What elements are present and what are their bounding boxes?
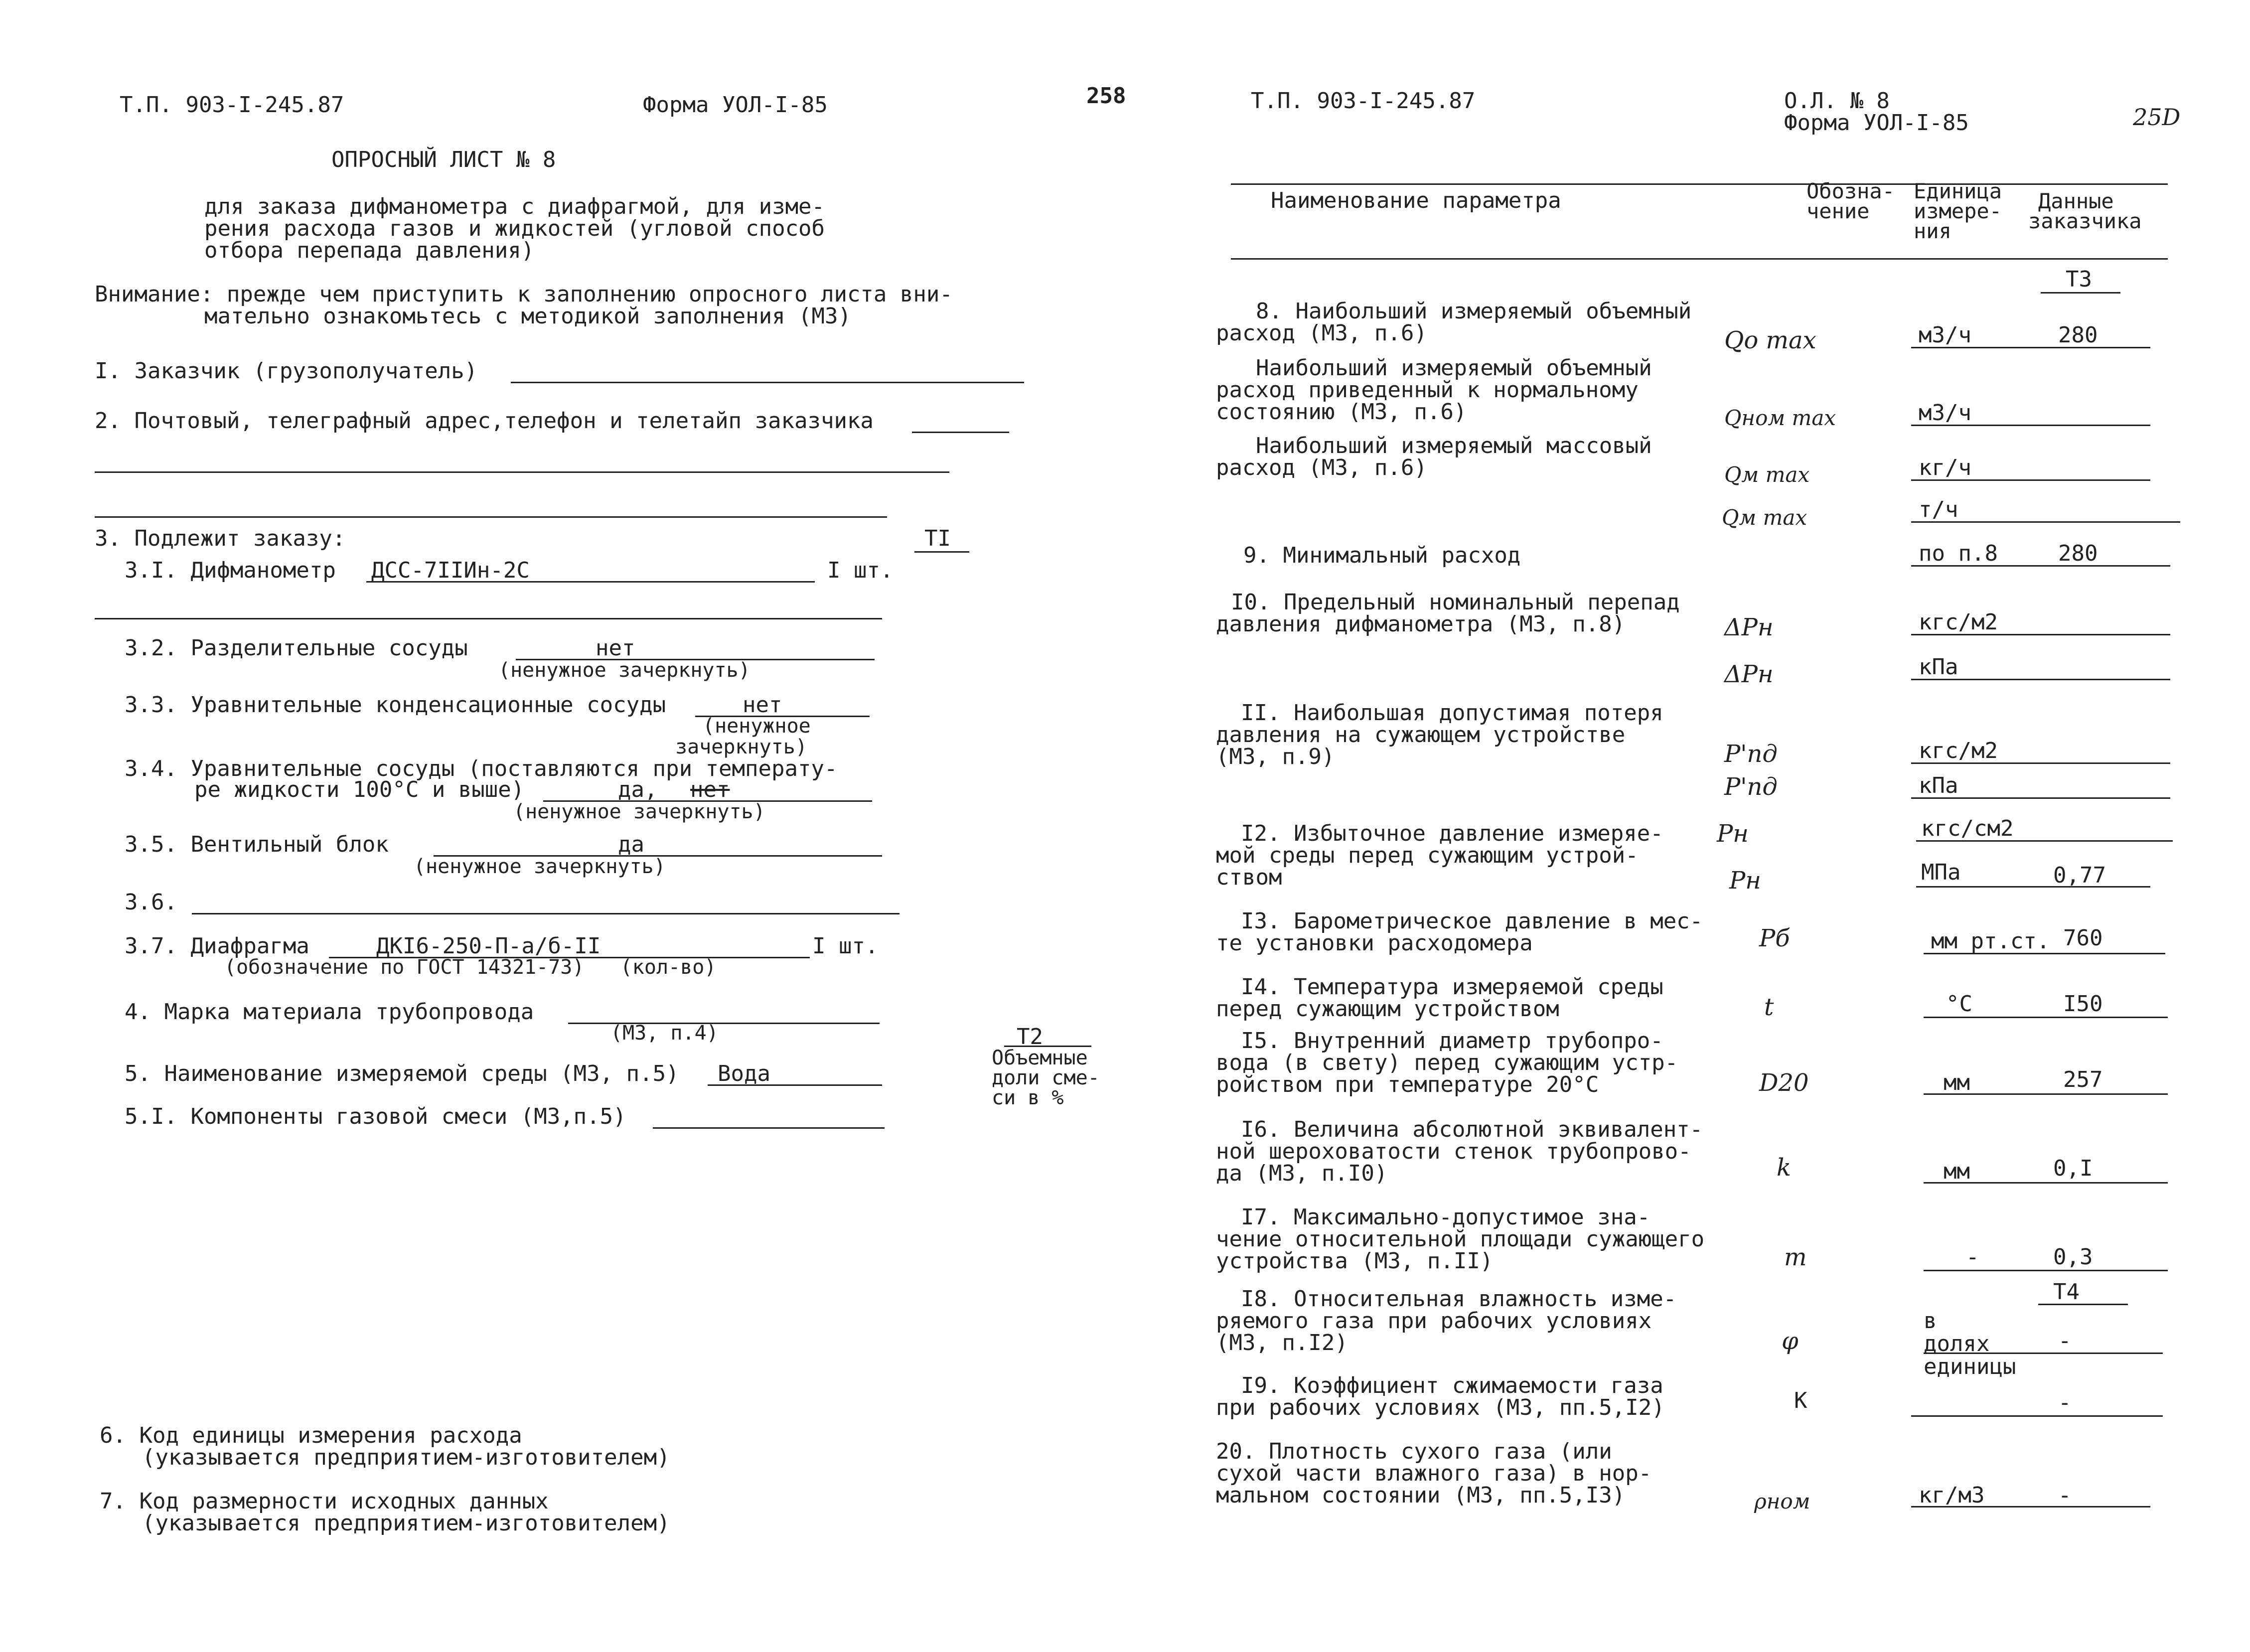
- t3-marker: T3: [2066, 267, 2092, 292]
- item-3-3-label: 3.3. Уравнительные конденсационные сосуды: [125, 692, 666, 718]
- t1-marker: TI: [924, 526, 951, 551]
- row-8d-symbol: Qм max: [1722, 505, 1807, 530]
- row-8d-line: [1911, 521, 2180, 523]
- t2-note-line-1: Объемные: [992, 1047, 1088, 1069]
- row-16-text-1: I6. Величина абсолютной эквивалент-: [1241, 1117, 1703, 1142]
- row-12-text-3: ством: [1216, 865, 1282, 890]
- item-3-3-note-2: зачеркнуть): [675, 736, 807, 758]
- row-18-symbol: φ: [1782, 1327, 1799, 1355]
- item-3-2-value: нет: [596, 635, 635, 661]
- row-11-text-3: (М3, п.9): [1216, 744, 1335, 769]
- row-20-unit: кг/м3: [1919, 1483, 1985, 1508]
- row-11-text-2: давления на сужающем устройстве: [1216, 722, 1626, 748]
- row-8b-symbol: Qном max: [1724, 406, 1836, 430]
- row-13-symbol: Pб: [1759, 924, 1790, 952]
- row-13-text-1: I3. Барометрическое давление в мес-: [1241, 908, 1703, 934]
- row-8d-unit: т/ч: [1919, 497, 1958, 522]
- row-9-line: [1911, 565, 2170, 567]
- t2-note-line-2: доли сме-: [992, 1066, 1100, 1089]
- row-8b-text-3: состоянию (М3, п.6): [1216, 399, 1467, 425]
- table-header-rule: [1231, 258, 2168, 260]
- row-15-line: [1924, 1093, 2168, 1095]
- row-11-line: [1911, 762, 2170, 764]
- row-12b-unit: МПа: [1921, 860, 1961, 885]
- row-12b-line: [1916, 886, 2150, 888]
- row-19-value: -: [2058, 1390, 2072, 1415]
- row-8-text-1: 8. Наибольший измеряемый объемный: [1256, 299, 1692, 324]
- item-4-label: 4. Марка материала трубопровода: [125, 999, 534, 1025]
- item-3-4-label-line-1: 3.4. Уравнительные сосуды (поставляются при температу-: [125, 756, 838, 781]
- row-16-text-3: да (М3, п.I0): [1216, 1161, 1388, 1186]
- row-11b-symbol: P'пд: [1724, 773, 1778, 801]
- row-18-line: [1924, 1352, 2163, 1354]
- item-1-label: I. Заказчик (грузополучатель): [95, 358, 478, 384]
- right-header-doc: Т.П. 903-I-245.87: [1251, 88, 1476, 114]
- right-page-number: 25D: [2133, 104, 2181, 131]
- item-6-label: 6. Код единицы измерения расхода: [100, 1423, 522, 1448]
- item-5-field: [708, 1084, 882, 1086]
- row-15-text-2: вода (в свету) перед сужающим устр-: [1216, 1050, 1678, 1075]
- row-16-unit: мм: [1944, 1159, 1970, 1184]
- row-14-value: I50: [2063, 991, 2103, 1017]
- row-16-symbol: k: [1777, 1154, 1792, 1182]
- row-14-line: [1924, 1017, 2168, 1018]
- row-19-symbol: K: [1794, 1388, 1807, 1413]
- row-8c-text-2: расход (М3, п.6): [1216, 455, 1427, 480]
- t2-note-line-3: си в %: [992, 1086, 1064, 1109]
- item-3-5-note: (ненужное зачеркнуть): [414, 855, 666, 878]
- item-6-note: (указывается предприятием-изготовителем): [142, 1445, 670, 1470]
- column-header-unit-3: ния: [1914, 219, 1951, 243]
- item-3-4-value: да,: [618, 777, 658, 802]
- item-5-1-label: 5.I. Компоненты газовой смеси (М3,п.5): [125, 1104, 626, 1129]
- item-2-field-line-2: [95, 471, 949, 473]
- row-18-text-1: I8. Относительная влажность изме-: [1241, 1286, 1677, 1312]
- column-header-param: Наименование параметра: [1271, 188, 1561, 213]
- row-8-unit: м3/ч: [1919, 322, 1971, 348]
- item-3-7-label: 3.7. Диафрагма: [125, 933, 309, 959]
- t3-underline: [2041, 292, 2120, 294]
- row-17-text-2: чение относительной площади сужающего: [1216, 1226, 1705, 1252]
- row-19-line: [1911, 1415, 2163, 1417]
- column-header-sym-2: чение: [1806, 199, 1870, 223]
- row-8b-text-1: Наибольший измеряемый объемный: [1256, 355, 1652, 381]
- row-20-text-2: сухой части влажного газа) в нор-: [1216, 1461, 1652, 1486]
- row-19-text-2: при рабочих условиях (М3, пп.5,I2): [1216, 1395, 1665, 1420]
- row-17-line: [1924, 1270, 2168, 1271]
- item-3-label: 3. Подлежит заказу:: [95, 526, 346, 551]
- row-10b-unit: кПа: [1919, 654, 1958, 680]
- row-17-text-3: устройства (М3, п.II): [1216, 1248, 1494, 1274]
- row-20-line: [1911, 1506, 2150, 1507]
- row-11b-line: [1911, 797, 2170, 799]
- item-3-4-struck-value: нет: [690, 777, 730, 802]
- item-3-6-field: [192, 913, 900, 914]
- row-20-text-3: мальном состоянии (М3, пп.5,I3): [1216, 1483, 1626, 1508]
- row-9-value: 280: [2058, 541, 2098, 566]
- attention-line-2: мательно ознакомьтесь с методикой заполнения (М3): [204, 303, 852, 329]
- item-3-3-value: нет: [743, 692, 782, 718]
- row-13-text-2: те установки расходомера: [1216, 930, 1533, 956]
- item-3-4-note: (ненужное зачеркнуть): [513, 800, 765, 823]
- row-13-value: 760: [2063, 925, 2103, 951]
- row-8c-symbol: Qм max: [1724, 462, 1810, 487]
- item-3-1-value: ДСС-7IIИн-2С: [371, 558, 530, 583]
- row-12-unit: кгс/см2: [1921, 816, 2014, 841]
- row-20-text-1: 20. Плотность сухого газа (или: [1216, 1439, 1612, 1464]
- left-header-form: Форма УОЛ-I-85: [643, 92, 828, 118]
- column-header-data-1: Данные: [2038, 189, 2114, 213]
- left-header-doc: Т.П. 903-I-245.87: [120, 92, 344, 118]
- t2-marker: T2: [1017, 1024, 1043, 1050]
- row-13-line: [1924, 953, 2165, 954]
- item-4-note: (М3, п.4): [610, 1022, 719, 1045]
- item-5-1-field: [653, 1127, 885, 1129]
- item-3-6-label: 3.6.: [125, 890, 177, 915]
- item-7-note: (указывается предприятием-изготовителем): [142, 1510, 670, 1536]
- row-15-symbol: D20: [1759, 1069, 1809, 1097]
- item-3-1-label: 3.I. Дифманометр: [125, 558, 336, 583]
- column-header-sym-1: Обозна-: [1806, 179, 1895, 203]
- row-20-symbol: ρном: [1754, 1489, 1810, 1513]
- column-header-unit-2: измере-: [1914, 199, 2002, 223]
- attention-line-1: Внимание: прежде чем приступить к заполнению опросного листа вни-: [95, 282, 953, 307]
- row-15-text-1: I5. Внутренний диаметр трубопро-: [1241, 1028, 1663, 1053]
- item-3-3-note-1: (ненужное: [703, 715, 811, 738]
- row-8-line: [1911, 347, 2150, 348]
- t1-underline: [914, 551, 969, 553]
- row-11b-unit: кПа: [1919, 773, 1958, 798]
- item-3-5-value: да: [618, 832, 644, 857]
- row-15-text-3: ройством при температуре 20°С: [1216, 1072, 1599, 1097]
- subtitle-line-3: отбора перепада давления): [204, 238, 535, 263]
- item-3-1-line-2: [95, 618, 882, 619]
- row-9-text-1: 9. Минимальный расход: [1243, 543, 1521, 568]
- row-16-line: [1924, 1182, 2168, 1184]
- row-9-unit: по п.8: [1919, 541, 1998, 566]
- row-8b-line: [1911, 425, 2150, 426]
- item-3-7-qty: I шт.: [812, 933, 879, 959]
- row-18-value: -: [2058, 1328, 2072, 1353]
- row-8-symbol: Qо max: [1724, 326, 1816, 354]
- item-3-7-value: ДКI6-250-П-а/б-II: [376, 933, 601, 959]
- column-header-unit-1: Единица: [1914, 179, 2002, 203]
- row-12b-symbol: Pн: [1729, 867, 1761, 895]
- item-2-field-line-3: [95, 516, 887, 518]
- row-8b-text-2: расход приведенный к нормальному: [1216, 377, 1639, 403]
- row-8b-unit: м3/ч: [1919, 400, 1971, 426]
- row-18-text-2: ряемого газа при рабочих условиях: [1216, 1308, 1652, 1334]
- row-8-value: 280: [2058, 322, 2098, 348]
- row-12-text-1: I2. Избыточное давление измеряе-: [1241, 821, 1663, 846]
- row-12b-value: 0,77: [2053, 863, 2106, 888]
- row-10-unit: кгс/м2: [1919, 609, 1998, 635]
- item-2-label: 2. Почтовый, телеграфный адрес,телефон и телетайп заказчика: [95, 408, 874, 434]
- row-17-value: 0,3: [2053, 1244, 2093, 1270]
- row-8-text-2: расход (М3, п.6): [1216, 320, 1427, 346]
- row-12-symbol: Pн: [1717, 820, 1749, 848]
- item-7-label: 7. Код размерности исходных данных: [100, 1489, 549, 1514]
- item-3-7-note: (обозначение по ГОСТ 14321-73) (кол-во): [224, 956, 717, 979]
- row-10-symbol: ΔPн: [1724, 613, 1774, 641]
- row-12-text-2: мой среды перед сужающим устрой-: [1216, 843, 1639, 868]
- page-title: ОПРОСНЫЙ ЛИСТ № 8: [331, 147, 556, 172]
- item-3-2-label: 3.2. Разделительные сосуды: [125, 635, 468, 661]
- row-14-symbol: t: [1764, 993, 1774, 1021]
- subtitle-line-2: рения расхода газов и жидкостей (угловой способ: [204, 216, 825, 241]
- row-14-text-1: I4. Температура измеряемой среды: [1241, 974, 1663, 1000]
- item-3-5-label: 3.5. Вентильный блок: [125, 832, 389, 857]
- row-17-symbol: m: [1784, 1243, 1807, 1271]
- row-10-text-2: давления дифманометра (М3, п.8): [1216, 611, 1626, 637]
- row-8c-unit: кг/ч: [1919, 455, 1971, 480]
- right-header-ol: О.Л. № 8: [1784, 88, 1890, 114]
- left-page-number: 258: [1086, 83, 1126, 109]
- row-12-line: [1916, 840, 2173, 842]
- item-3-2-note: (ненужное зачеркнуть): [498, 659, 750, 682]
- right-header-form: Форма УОЛ-I-85: [1784, 110, 1969, 136]
- row-8c-text-1: Наибольший измеряемый массовый: [1256, 433, 1652, 458]
- row-8c-line: [1911, 479, 2150, 481]
- item-5-value: Вода: [718, 1061, 770, 1086]
- row-11-text-1: II. Наибольшая допустимая потеря: [1241, 700, 1663, 726]
- item-2-field: [912, 432, 1009, 433]
- row-14-text-2: перед сужающим устройством: [1216, 996, 1559, 1022]
- row-20-value: -: [2058, 1483, 2072, 1508]
- row-18-text-3: (М3, п.I2): [1216, 1330, 1348, 1355]
- row-17-text-1: I7. Максимально-допустимое зна-: [1241, 1204, 1650, 1230]
- row-15-unit: мм: [1944, 1070, 1970, 1095]
- row-18-unit: в долях единицы: [1924, 1308, 2016, 1379]
- item-3-1-field: [366, 581, 815, 583]
- row-15-value: 257: [2063, 1067, 2103, 1092]
- row-17-unit: -: [1966, 1244, 1979, 1270]
- column-header-data-2: заказчика: [2028, 209, 2142, 233]
- item-3-4-label-line-2: ре жидкости 100°С и выше): [194, 777, 525, 802]
- subtitle-line-1: для заказа дифманометра с диафрагмой, для изме-: [204, 194, 825, 219]
- row-16-value: 0,I: [2053, 1156, 2093, 1181]
- row-19-text-1: I9. Коэффициент сжимаемости газа: [1241, 1373, 1663, 1398]
- row-11-unit: кгс/м2: [1919, 738, 1998, 763]
- table-top-rule: [1231, 183, 2168, 185]
- t4-marker: T4: [2053, 1279, 2080, 1305]
- row-10-line: [1911, 634, 2170, 635]
- row-10b-line: [1911, 679, 2170, 680]
- row-10-text-1: I0. Предельный номинальный перепад: [1231, 590, 1680, 615]
- item-1-field: [511, 382, 1024, 383]
- row-14-unit: °С: [1946, 991, 1972, 1017]
- item-3-1-qty: I шт.: [827, 558, 894, 583]
- row-16-text-2: ной шероховатости стенок трубопрово-: [1216, 1139, 1691, 1164]
- t4-underline: [2038, 1304, 2128, 1305]
- row-11-symbol: P'пд: [1724, 740, 1778, 768]
- item-5-label: 5. Наименование измеряемой среды (М3, п.5): [125, 1061, 679, 1086]
- row-10b-symbol: ΔPн: [1724, 660, 1774, 688]
- row-13-unit: мм рт.ст.: [1931, 928, 2050, 954]
